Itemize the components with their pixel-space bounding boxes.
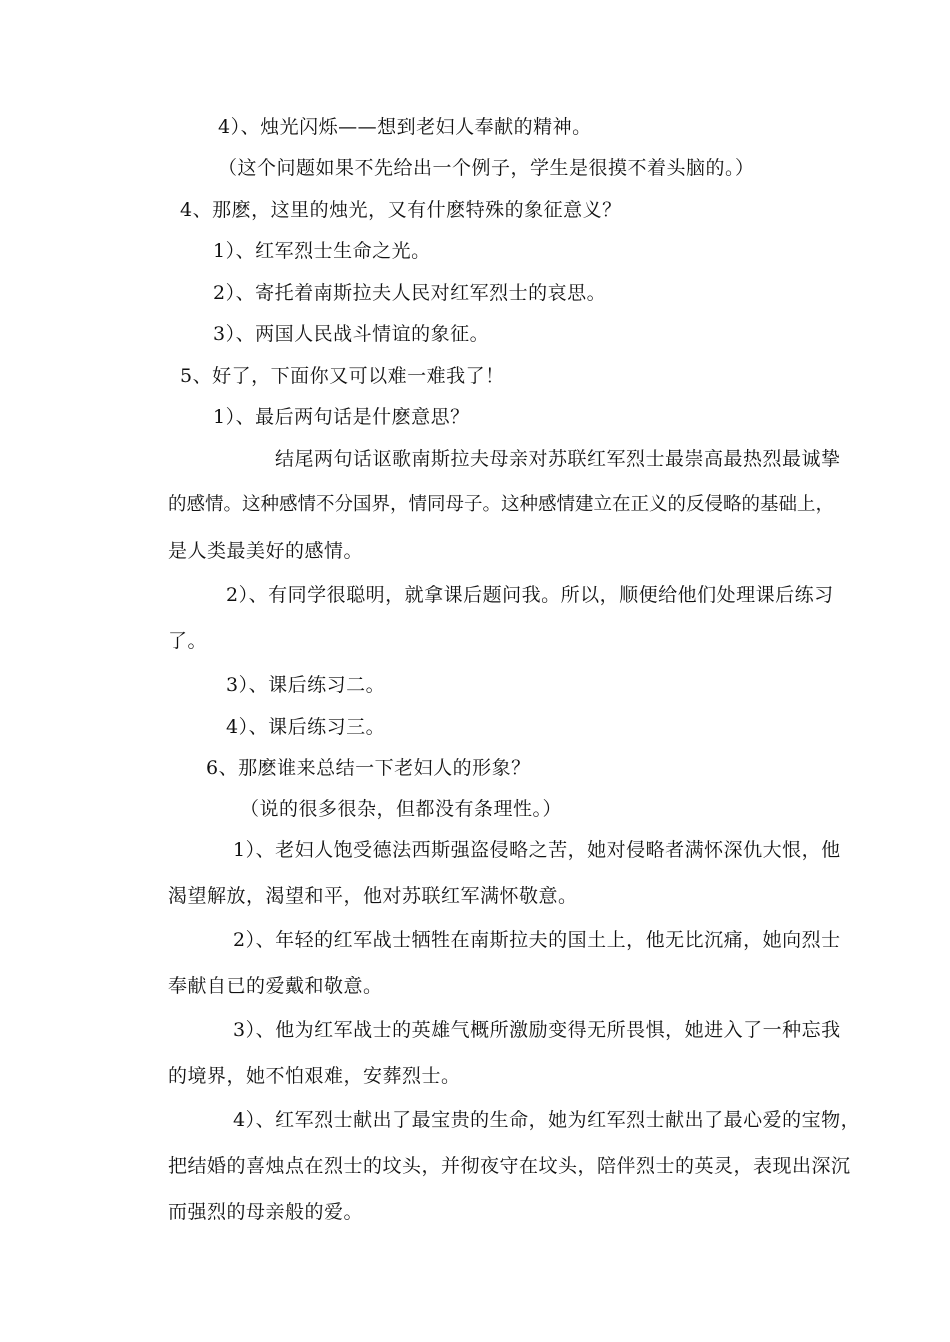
text-line: 2）、寄托着南斯拉夫人民对红军烈士的哀思。	[213, 282, 607, 304]
text-line: 1）、老妇人饱受德法西斯强盗侵略之苦，她对侵略者满怀深仇大恨，他	[233, 839, 841, 861]
text-line: 4）、课后练习三。	[226, 716, 386, 738]
text-line: 3）、课后练习二。	[226, 674, 386, 696]
text-line: 而强烈的母亲般的爱。	[168, 1201, 364, 1223]
text-line: 6、那麽谁来总结一下老妇人的形象？	[206, 757, 531, 779]
text-line: 4）、烛光闪烁——想到老妇人奉献的精神。	[218, 116, 592, 138]
text-line: 的感情。这种感情不分国界，情同母子。这种感情建立在正义的反侵略的基础上，	[168, 494, 835, 515]
text-line: 奉献自已的爱戴和敬意。	[168, 975, 383, 997]
text-line: 3）、两国人民战斗情谊的象征。	[213, 323, 490, 345]
text-line: 3）、他为红军战士的英雄气概所激励变得无所畏惧，她进入了一种忘我	[233, 1019, 841, 1041]
text-line: 是人类最美好的感情。	[168, 540, 364, 562]
text-line: 结尾两句话讴歌南斯拉夫母亲对苏联红军烈士最崇高最热烈最诚挚	[275, 448, 841, 470]
text-line: 5、好了，下面你又可以难一难我了！	[180, 365, 505, 387]
text-line: 2）、有同学很聪明，就拿课后题问我。所以，顺便给他们处理课后练习	[226, 584, 834, 606]
text-line: 渴望解放，渴望和平，他对苏联红军满怀敬意。	[168, 885, 578, 907]
text-line: 4）、红军烈士献出了最宝贵的生命，她为红军烈士献出了最心爱的宝物，	[233, 1109, 861, 1131]
text-line: 的境界，她不怕艰难，安葬烈士。	[168, 1065, 461, 1087]
text-line: 4、那麽，这里的烛光，又有什麽特殊的象征意义？	[180, 199, 622, 221]
text-line: 1）、红军烈士生命之光。	[213, 240, 431, 262]
text-line: （这个问题如果不先给出一个例子，学生是很摸不着头脑的。）	[218, 157, 755, 179]
text-line: 2）、年轻的红军战士牺牲在南斯拉夫的国土上，他无比沉痛，她向烈士	[233, 929, 841, 951]
text-line: 了。	[168, 630, 208, 652]
text-line: （说的很多很杂，但都没有条理性。）	[240, 798, 563, 820]
text-line: 1）、最后两句话是什麽意思？	[213, 406, 470, 428]
text-line: 把结婚的喜烛点在烈士的坟头，并彻夜守在坟头，陪伴烈士的英灵，表现出深沉	[168, 1155, 851, 1177]
